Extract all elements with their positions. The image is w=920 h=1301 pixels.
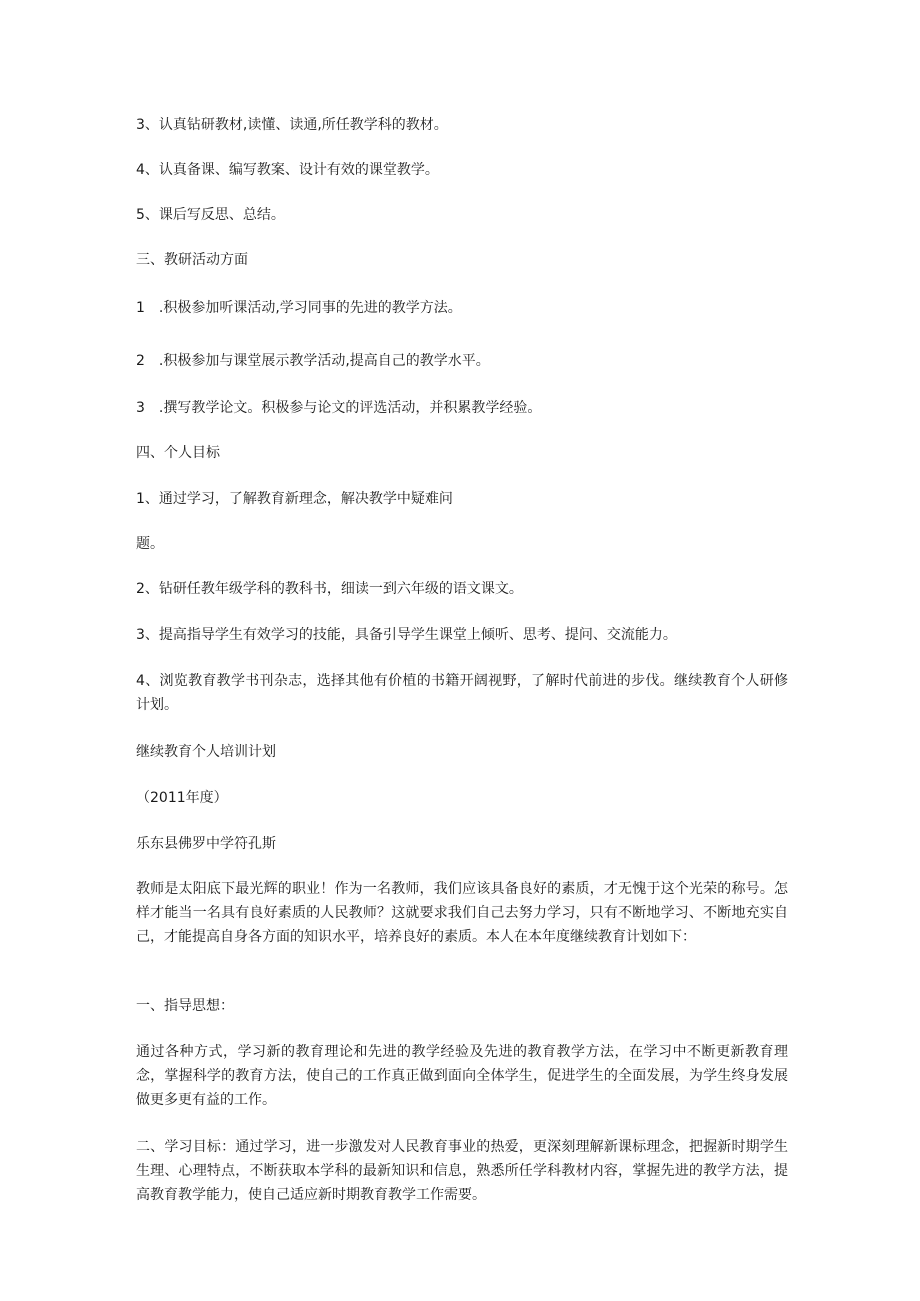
list-item: 4、认真备课、编写教案、设计有效的课堂教学。 <box>136 162 439 178</box>
list-item: 题。 <box>136 536 164 552</box>
section-heading: 一、指导思想： <box>136 998 234 1014</box>
list-item: 2、钻研任教年级学科的教科书，细读一到六年级的语文课文。 <box>136 581 523 597</box>
list-item: 2 .积极参加与课堂展示教学活动,提高自己的教学水平。 <box>136 353 490 369</box>
document-year: （2011年度） <box>136 790 228 806</box>
list-item: 3、提高指导学生有效学习的技能，具备引导学生课堂上倾听、思考、提问、交流能力。 <box>136 627 677 643</box>
list-item: 5、课后写反思、总结。 <box>136 207 285 223</box>
list-item: 3 .撰写教学论文。积极参与论文的评选活动，并积累教学经验。 <box>136 400 542 416</box>
body-paragraph: 二、学习目标：通过学习，进一步激发对人民教育事业的热爱，更深刻理解新课标理念，把握新时期学生生理、心理特点，不断获取本学科的最新知识和信息，熟悉所任学科教材内容，掌握先进的教学方法，提高教育教学能力，使自己适应新时期教育教学工作需要。 <box>136 1139 788 1203</box>
body-paragraph: 通过各种方式，学习新的教育理论和先进的教学经验及先进的教育教学方法，在学习中不断更新教育理念，掌握科学的教育方法，使自己的工作真正做到面向全体学生，促进学生的全面发展，为学生终身发展做更多更有益的工作。 <box>136 1044 788 1108</box>
document-title: 继续教育个人培训计划 <box>136 744 276 760</box>
list-item: 1、通过学习，了解教育新理念，解决教学中疑难问 <box>136 491 453 507</box>
document-author: 乐东县佛罗中学符孔斯 <box>136 836 276 852</box>
list-item: 4、浏览教育教学书刊杂志，选择其他有价植的书籍开阔视野，了解时代前进的步伐。继续教育个人研修计划。 <box>136 673 788 713</box>
section-heading: 三、教研活动方面 <box>136 252 248 268</box>
list-item: 3、认真钻研教材,读懂、读通,所任教学科的教材。 <box>136 117 448 133</box>
section-heading: 四、个人目标 <box>136 445 220 461</box>
intro-paragraph: 教师是太阳底下最光辉的职业！作为一名教师，我们应该具备良好的素质，才无愧于这个光荣的称号。怎样才能当一名具有良好素质的人民教师？这就要求我们自己去努力学习，只有不断地学习、不断地充实自己，才能提高自身各方面的知识水平，培养良好的素质。本人在本年度继续教育计划如下： <box>136 881 788 945</box>
list-item: 1 .积极参加听课活动,学习同事的先进的教学方法。 <box>136 300 462 316</box>
